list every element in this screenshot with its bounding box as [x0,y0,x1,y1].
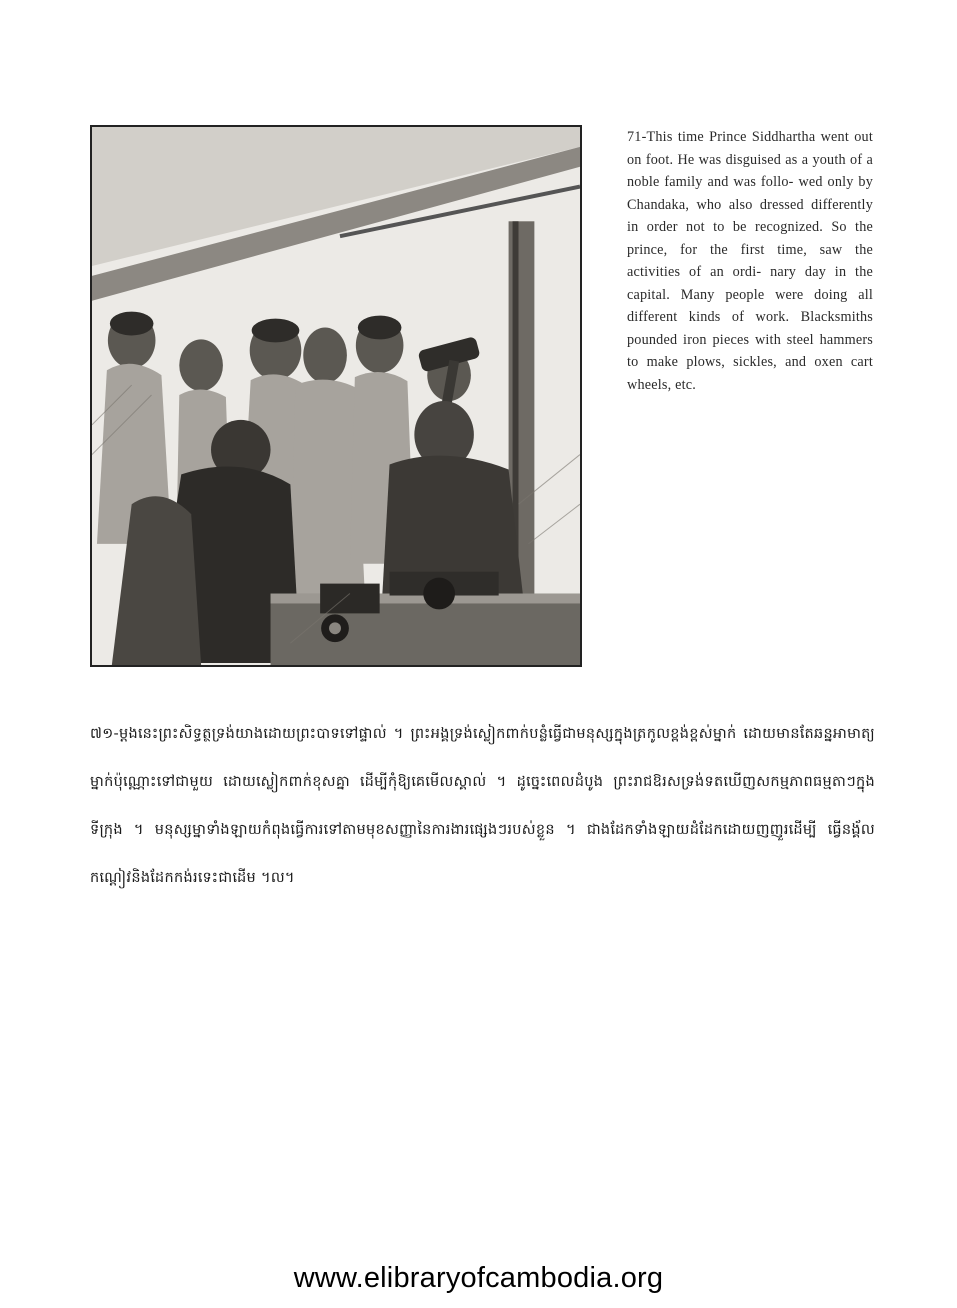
illustration-caption: 71-This time Prince Siddhartha went out on foot. He was disguised as a youth of a noble family and was follo- wed only by Chandaka, who also dressed differently in order not to be recognized. So the prince, for the first time, saw the activities of an ordi- nary day in the capital. Many people were doing all different kinds of work. Blacksmiths pounded iron pieces with steel hammers to make plows, sickles, and oxen cart wheels, etc. [627,129,873,393]
footer-url[interactable]: www.elibraryofcambodia.org [293,1262,664,1294]
illustration-drawing [92,127,580,665]
khmer-paragraph: ៧១-ម្តងនេះព្រះសិទ្ធត្ថទ្រង់យាងដោយព្រះបាទទៅផ្ទាល់ ។ ព្រះអង្គទ្រង់ស្លៀកពាក់បន្លំធ្វើជាមនុស្សក្នុងត្រកូលខ្ពង់ខ្ពស់ម្នាក់ ដោយមានតែឆន្នអាមាត្យម្នាក់ប៉ុណ្ណោះទៅជាមួយ ដោយស្លៀកពាក់ខុសគ្នា ដើម្បីកុំឱ្យគេមើលស្គាល់ ។ ដូច្នេះពេលដំបូង ព្រះរាជឱរសទ្រង់ទតឃើញសកម្មភាពធម្មតាៗក្នុងទីក្រុង ។ មនុស្សម្នាទាំងឡាយកំពុងធ្វើការទៅតាមមុខសញ្ញានៃការងារផ្សេងៗរបស់ខ្លួន ។ ជាងដែកទាំងឡាយដំដែកដោយញញួរដើម្បី ធ្វើនង្គ័ល កណ្តៀវនិងដែកកង់រទេះជាដើម ។ល។ [90,726,875,886]
blacksmith-illustration [90,125,582,667]
